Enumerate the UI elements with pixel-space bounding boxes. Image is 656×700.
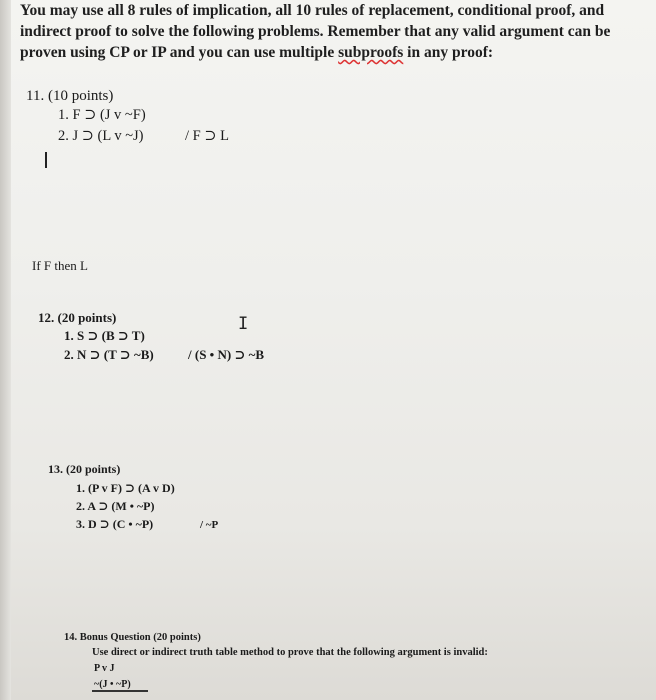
q12-premise-1: 1. S ⊃ (B ⊃ T)	[64, 328, 145, 343]
text-caret[interactable]	[45, 152, 47, 168]
q13-title: 13. (20 points)	[48, 462, 121, 476]
q12-title: 12. (20 points)	[38, 310, 117, 325]
q14-premise-2: ~(J • ~P)	[94, 679, 131, 690]
q14-instruction: Use direct or indirect truth table method to prove that the following argument is invalid:	[92, 647, 488, 658]
q11-conclusion: / F ⊃ L	[185, 128, 229, 144]
q13-premise-1: 1. (P v F) ⊃ (A v D)	[76, 481, 175, 495]
q13-conclusion: / ~P	[200, 519, 219, 531]
q13-premise-3: 3. D ⊃ (C • ~P)	[76, 517, 154, 531]
q14-premise-1: P v J	[94, 663, 115, 674]
q14-title: 14. Bonus Question (20 points)	[64, 632, 201, 643]
q11-note[interactable]: If F then L	[32, 258, 88, 273]
q11-premise-2: 2. J ⊃ (L v ~J)	[58, 128, 144, 144]
q12-premise-2: 2. N ⊃ (T ⊃ ~B)	[64, 347, 154, 362]
q12-conclusion: / (S • N) ⊃ ~B	[188, 347, 265, 362]
ibeam-cursor-icon: I	[238, 314, 249, 334]
instructions-text-end: in any proof:	[403, 44, 494, 61]
instructions-text: You may use all 8 rules of implication, all 10 rules of replacement, conditional proof, and indirect proof to solve the following problems. Remember that any valid argument can be proven using CP or IP and you can use multiple	[20, 2, 611, 61]
instructions-paragraph	[20, 0, 650, 63]
spellcheck-word[interactable]: subproofs	[338, 44, 404, 61]
conclusion-rule-line	[92, 690, 148, 692]
q11-title: 11. (10 points)	[26, 88, 114, 104]
q11-premise-1: 1. F ⊃ (J v ~F)	[58, 107, 146, 123]
q13-premise-2: 2. A ⊃ (M • ~P)	[76, 499, 155, 513]
